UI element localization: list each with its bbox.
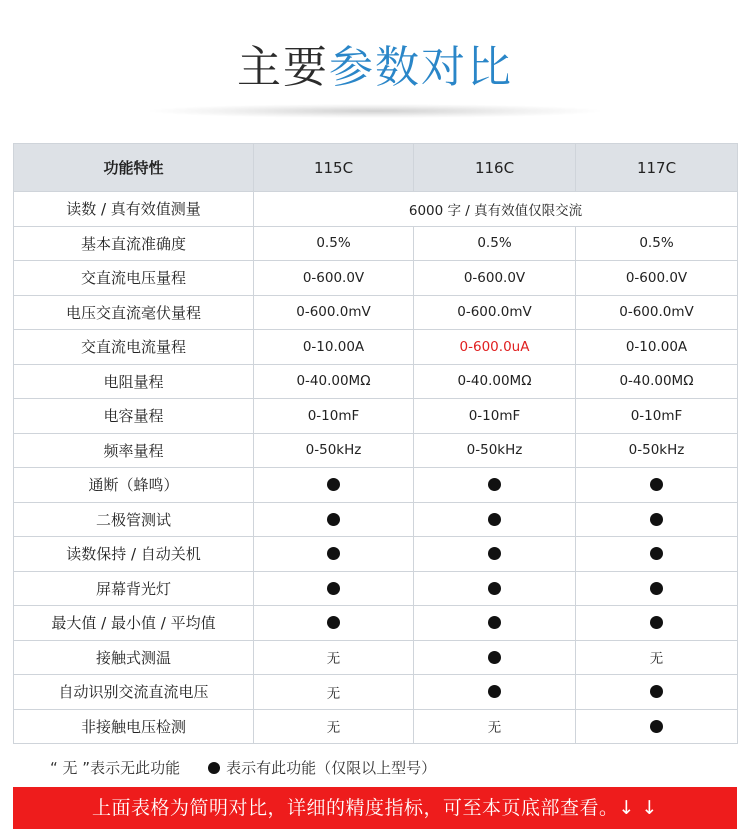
table-row	[14, 330, 738, 365]
table-row	[14, 192, 738, 227]
filled-dot-icon	[327, 547, 340, 560]
page-title	[0, 38, 750, 98]
legend-none-text: “ 无 ”表示无此功能	[50, 759, 181, 777]
value-cell: 0-10mF	[576, 399, 738, 434]
filled-dot-icon	[488, 685, 501, 698]
header-116c: 116C	[414, 144, 576, 192]
value-cell: 0-40.00MΩ	[414, 364, 576, 399]
row-label: 读数 / 真有效值测量	[14, 192, 254, 227]
filled-dot-icon	[650, 478, 663, 491]
feature-supported-cell	[576, 606, 738, 641]
table-row	[14, 571, 738, 606]
row-label: 最大值 / 最小值 / 平均值	[14, 606, 254, 641]
header-117c: 117C	[576, 144, 738, 192]
row-label: 非接触电压检测	[14, 709, 254, 744]
filled-dot-icon	[488, 547, 501, 560]
row-label: 接触式测温	[14, 640, 254, 675]
filled-dot-icon	[327, 616, 340, 629]
row-label: 屏幕背光灯	[14, 571, 254, 606]
row-label: 读数保持 / 自动关机	[14, 537, 254, 572]
value-cell: 无	[576, 640, 738, 675]
row-label: 自动识别交流直流电压	[14, 675, 254, 710]
feature-supported-cell	[254, 468, 414, 503]
row-label: 基本直流准确度	[14, 226, 254, 261]
title-part-2: 参数对比	[329, 42, 513, 93]
notice-banner: 上面表格为简明对比，详细的精度指标，可至本页底部查看。↓ ↓	[13, 787, 737, 829]
filled-dot-icon	[327, 513, 340, 526]
row-label: 交直流电流量程	[14, 330, 254, 365]
feature-supported-cell	[414, 537, 576, 572]
table-row	[14, 468, 738, 503]
table-row	[14, 364, 738, 399]
value-cell: 0-50kHz	[576, 433, 738, 468]
filled-dot-icon	[650, 513, 663, 526]
table-row	[14, 606, 738, 641]
table-row	[14, 226, 738, 261]
filled-dot-icon	[488, 582, 501, 595]
feature-supported-cell	[414, 502, 576, 537]
filled-dot-icon	[650, 685, 663, 698]
title-shadow-divider	[150, 104, 600, 118]
value-cell: 0-600.0uA	[414, 330, 576, 365]
feature-supported-cell	[414, 571, 576, 606]
table-row	[14, 640, 738, 675]
row-label: 电阻量程	[14, 364, 254, 399]
value-cell: 0-10mF	[414, 399, 576, 434]
feature-supported-cell	[414, 606, 576, 641]
title-part-1: 主要	[237, 42, 329, 93]
value-cell: 0-10.00A	[254, 330, 414, 365]
table-row	[14, 295, 738, 330]
filled-dot-icon	[327, 478, 340, 491]
row-label: 通断（蜂鸣）	[14, 468, 254, 503]
feature-supported-cell	[576, 502, 738, 537]
feature-supported-cell	[576, 468, 738, 503]
value-cell: 0-600.0mV	[254, 295, 414, 330]
feature-supported-cell	[576, 709, 738, 744]
value-cell: 0-10.00A	[576, 330, 738, 365]
filled-dot-icon	[650, 582, 663, 595]
filled-dot-icon	[327, 582, 340, 595]
value-cell: 0-50kHz	[414, 433, 576, 468]
filled-dot-icon	[650, 720, 663, 733]
value-cell: 0-10mF	[254, 399, 414, 434]
feature-supported-cell	[576, 571, 738, 606]
table-row	[14, 502, 738, 537]
feature-supported-cell	[414, 468, 576, 503]
value-cell: 0-600.0mV	[414, 295, 576, 330]
row-label: 频率量程	[14, 433, 254, 468]
row-label: 二极管测试	[14, 502, 254, 537]
legend-has-text: 表示有此功能（仅限以上型号）	[226, 759, 437, 777]
feature-supported-cell	[576, 675, 738, 710]
value-cell: 0-600.0V	[254, 261, 414, 296]
filled-dot-icon	[488, 513, 501, 526]
row-span-value: 6000 字 / 真有效值仅限交流	[254, 192, 738, 227]
feature-supported-cell	[254, 606, 414, 641]
table-header-row	[14, 144, 738, 192]
value-cell: 0-600.0mV	[576, 295, 738, 330]
value-cell: 无	[254, 640, 414, 675]
value-cell: 0-50kHz	[254, 433, 414, 468]
value-cell: 0.5%	[576, 226, 738, 261]
row-label: 电容量程	[14, 399, 254, 434]
table-row	[14, 675, 738, 710]
value-cell: 0-600.0V	[414, 261, 576, 296]
row-label: 电压交直流毫伏量程	[14, 295, 254, 330]
feature-supported-cell	[254, 537, 414, 572]
header-feature: 功能特性	[14, 144, 254, 192]
row-label: 交直流电压量程	[14, 261, 254, 296]
value-cell: 无	[414, 709, 576, 744]
table-row	[14, 399, 738, 434]
feature-supported-cell	[414, 675, 576, 710]
filled-dot-icon	[650, 547, 663, 560]
filled-dot-icon	[650, 616, 663, 629]
table-row	[14, 433, 738, 468]
filled-dot-icon	[488, 478, 501, 491]
value-cell: 0.5%	[414, 226, 576, 261]
comparison-table	[13, 143, 738, 744]
value-cell: 无	[254, 675, 414, 710]
table-row	[14, 537, 738, 572]
value-cell: 0-40.00MΩ	[254, 364, 414, 399]
feature-supported-cell	[254, 571, 414, 606]
value-cell: 0-40.00MΩ	[576, 364, 738, 399]
legend	[50, 757, 436, 778]
filled-dot-icon	[488, 616, 501, 629]
legend-dot-icon	[208, 762, 220, 774]
value-cell: 无	[254, 709, 414, 744]
table-row	[14, 261, 738, 296]
value-cell: 0.5%	[254, 226, 414, 261]
filled-dot-icon	[488, 651, 501, 664]
feature-supported-cell	[254, 502, 414, 537]
value-cell: 0-600.0V	[576, 261, 738, 296]
table-row	[14, 709, 738, 744]
feature-supported-cell	[576, 537, 738, 572]
header-115c: 115C	[254, 144, 414, 192]
feature-supported-cell	[414, 640, 576, 675]
